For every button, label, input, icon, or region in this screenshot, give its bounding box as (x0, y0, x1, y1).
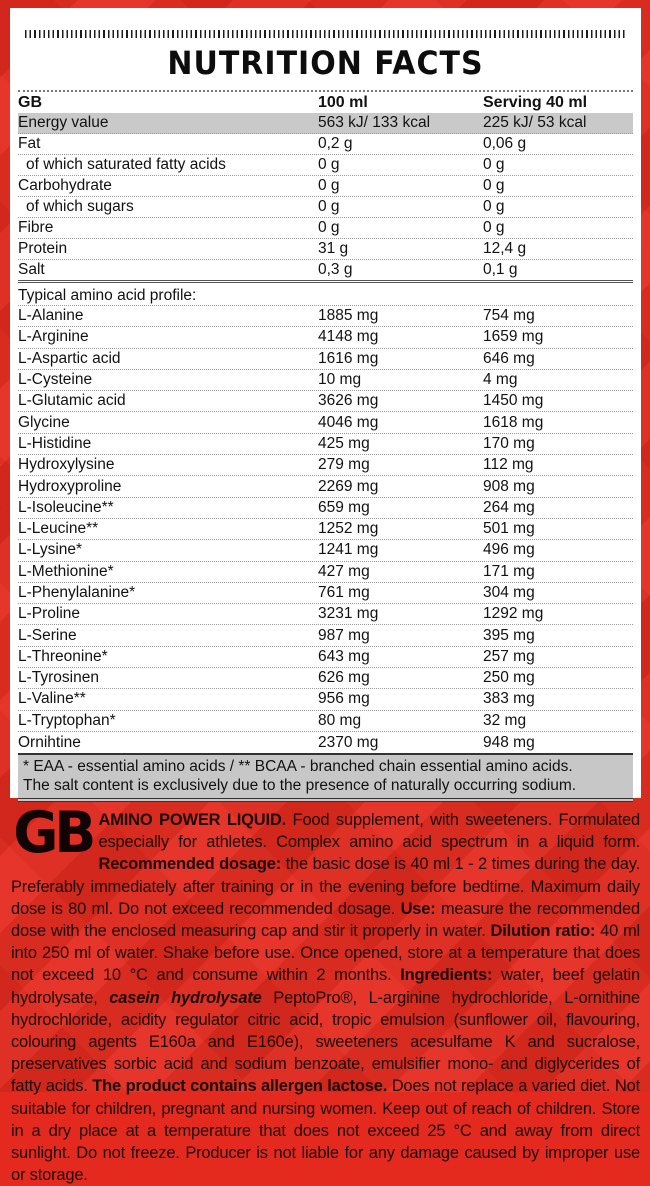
row-label: L-Methionine* (18, 562, 114, 580)
info-emphasis-text: Recommended dosage: (98, 855, 282, 874)
value-serving: 32 mg (483, 711, 527, 729)
table-row (18, 455, 633, 476)
value-serving: 304 mg (483, 584, 535, 601)
value-100ml: 2269 mg (318, 477, 379, 495)
table-row (18, 647, 633, 668)
value-serving: 171 mg (483, 562, 535, 580)
row-label: L-Tyrosinen (18, 669, 99, 687)
row-label: Ornihtine (18, 733, 81, 751)
value-serving: 170 mg (483, 434, 535, 452)
value-100ml: 563 kJ/ 133 kcal (318, 114, 431, 131)
value-serving: 395 mg (483, 626, 535, 644)
row-label: L-Proline (18, 605, 81, 623)
table-row (18, 370, 633, 391)
table-row (18, 306, 633, 327)
row-label: L-Serine (18, 626, 77, 644)
row-label: L-Threonine* (18, 647, 108, 665)
value-100ml: 1241 mg (318, 541, 379, 559)
table-row (18, 176, 633, 197)
gb-region-logo: GB (13, 799, 93, 866)
value-100ml: 1885 mg (318, 307, 379, 325)
row-label: L-Tryptophan* (18, 711, 116, 729)
value-serving: 112 mg (483, 456, 534, 474)
table-row (18, 540, 633, 561)
footnote-line-salt: The salt content is exclusively due to the presence of naturally occurring sodium. (23, 777, 577, 795)
table-row (18, 327, 633, 348)
value-serving: 1292 mg (483, 605, 544, 623)
value-serving: 754 mg (483, 307, 535, 325)
value-100ml: 31 g (318, 240, 349, 257)
table-row (18, 604, 633, 625)
table-row (18, 218, 633, 239)
value-serving: 948 mg (483, 733, 535, 751)
table-row (18, 134, 633, 155)
nutrition-table (18, 90, 633, 802)
value-100ml: 3231 mg (318, 605, 379, 623)
table-row (18, 260, 633, 283)
row-label: of which saturated fatty acids (26, 156, 226, 173)
value-serving: 1659 mg (483, 328, 544, 346)
info-emphasis-text: Ingredients: (400, 966, 493, 985)
table-row (18, 732, 633, 753)
table-row (18, 519, 633, 540)
value-serving: 0 g (483, 198, 505, 215)
info-emphasis-text: Use: (400, 899, 436, 918)
value-100ml: 10 mg (318, 371, 362, 389)
table-row (18, 113, 633, 134)
footnote-line-eaa-bcaa: * EAA - essential amino acids / ** BCAA - branched chain essential amino acids. (23, 758, 573, 776)
table-row (18, 349, 633, 370)
row-label: L-Phenylalanine* (18, 584, 136, 601)
row-label: L-Lysine* (18, 541, 83, 559)
table-row (18, 155, 633, 176)
row-label: Fibre (18, 219, 54, 236)
value-100ml: 643 mg (318, 647, 370, 665)
dashed-divider (25, 30, 626, 38)
value-100ml: 626 mg (318, 669, 370, 687)
value-serving: 257 mg (483, 647, 535, 665)
info-panel (0, 798, 650, 1185)
info-text-segment: Does not replace a varied diet. Not suitable for children, pregnant and nursing women. Keep out of reach of children. Store in a dry place at a temperature that does not exceed 25 °C and away from direct sunlight. Do not freeze. Producer is not liable for any damage caused by improper use or storage. (11, 1077, 640, 1185)
row-label: L-Isoleucine** (18, 498, 114, 516)
value-serving: 646 mg (483, 349, 535, 367)
table-row (18, 434, 633, 455)
info-text-segment: 40 ml into 250 ml of water. Shake before use. Once opened, store at a temperature that does not exceed 10 °C and consume within 2 months. (11, 922, 640, 985)
info-emphasis-text: AMINO POWER LIQUID. (98, 811, 287, 829)
value-serving: 496 mg (483, 541, 535, 559)
nutrition-facts-title: NUTRITION FACTS (167, 44, 484, 83)
info-text-segment: measure the recommended dose with the enclosed measuring cap and stir it properly in water. (11, 899, 640, 941)
info-text-segment: Food supplement, with sweeteners. Formulated especially for athletes. Complex amino acid spectrum in a liquid form. (98, 811, 640, 852)
value-serving: 0,1 g (483, 261, 518, 278)
value-serving: 0 g (483, 177, 505, 194)
value-serving: 0 g (483, 156, 505, 173)
value-100ml: 427 mg (318, 562, 370, 580)
value-100ml: 0,3 g (318, 261, 353, 278)
table-header-row (18, 90, 633, 113)
info-emphasis-text: casein hydrolysate (109, 988, 262, 1007)
value-100ml: 425 mg (318, 434, 370, 452)
value-100ml: 1252 mg (318, 520, 379, 538)
value-100ml: 4046 mg (318, 413, 379, 431)
row-label: L-Glutamic acid (18, 392, 126, 410)
table-row (18, 625, 633, 646)
table-row (18, 197, 633, 218)
info-text-segment: water, beef gelatin hydrolysate, (11, 966, 641, 1007)
value-100ml: 0 g (318, 219, 340, 236)
row-label: Glycine (18, 413, 70, 431)
table-row (18, 498, 633, 519)
value-100ml: 1616 mg (318, 349, 379, 367)
amino-rows-group (18, 306, 633, 753)
table-row (18, 239, 633, 260)
table-row (18, 668, 633, 689)
value-100ml: 80 mg (318, 711, 362, 729)
row-label: L-Leucine** (18, 520, 99, 538)
row-label: Hydroxylysine (18, 456, 115, 474)
row-label: L-Arginine (18, 328, 89, 346)
column-header-100ml: 100 ml (318, 93, 368, 111)
table-row (18, 391, 633, 412)
info-text-segment: the basic dose is 40 ml 1 - 2 times during the day. Preferably immediately after training or in the evening before bedtime. Maximum daily dose is 80 ml. Do not exceed recommended dosage. (11, 855, 640, 918)
value-serving: 0 g (483, 219, 505, 236)
row-label: of which sugars (26, 198, 134, 215)
value-serving: 0,06 g (483, 135, 527, 152)
value-100ml: 659 mg (318, 498, 370, 516)
value-serving: 264 mg (483, 498, 535, 516)
row-label: L-Valine** (18, 690, 86, 708)
value-100ml: 279 mg (318, 456, 370, 474)
nutrition-panel (10, 8, 641, 798)
value-serving: 225 kJ/ 53 kcal (483, 114, 587, 131)
table-row (18, 476, 633, 497)
value-serving: 4 mg (483, 371, 518, 389)
value-serving: 1450 mg (483, 392, 544, 410)
value-serving: 1618 mg (483, 413, 544, 431)
row-label: L-Histidine (18, 434, 92, 452)
value-100ml: 761 mg (318, 584, 370, 601)
value-100ml: 0 g (318, 156, 340, 173)
table-row (18, 689, 633, 710)
table-row (18, 412, 633, 433)
table-row (18, 562, 633, 583)
value-serving: 908 mg (483, 477, 535, 495)
value-100ml: 0 g (318, 198, 340, 215)
table-row (18, 711, 633, 732)
value-100ml: 987 mg (318, 626, 370, 644)
amino-profile-heading: Typical amino acid profile: (18, 283, 633, 306)
row-label: Hydroxyproline (18, 477, 122, 495)
info-text-segment: PeptoPro®, L-arginine hydrochloride, L-ornithine hydrochloride, acidity regulator citric acid, tropic emulsion (sunflower oil, flavouring, colouring agents E160a and E160e), sweeteners acesulfame K and sucralose, preservatives sorbic acid and sodium benzoate, emulsifier mono- and diglycerides of fatty acids. (11, 988, 640, 1096)
table-row (18, 583, 633, 604)
value-serving: 383 mg (483, 690, 535, 708)
value-100ml: 3626 mg (318, 392, 379, 410)
info-emphasis-text: Dilution ratio: (490, 922, 596, 941)
row-label: Salt (18, 261, 45, 278)
row-label: L-Cysteine (18, 371, 93, 389)
row-label: L-Alanine (18, 307, 84, 325)
value-100ml: 956 mg (318, 690, 370, 708)
row-label: Protein (18, 240, 68, 257)
row-label: Carbohydrate (18, 177, 112, 194)
column-header-serving: Serving 40 ml (483, 93, 588, 111)
value-serving: 250 mg (483, 669, 535, 687)
nutrient-rows-group (18, 113, 633, 283)
row-label: Energy value (18, 114, 109, 131)
value-serving: 501 mg (483, 520, 535, 538)
footnote-block (18, 753, 633, 802)
value-100ml: 0 g (318, 177, 340, 194)
column-header-region: GB (18, 93, 42, 111)
value-100ml: 4148 mg (318, 328, 379, 346)
value-serving: 12,4 g (483, 240, 527, 257)
product-info-text (11, 799, 641, 1186)
value-100ml: 0,2 g (318, 135, 353, 152)
row-label: Fat (18, 135, 41, 152)
value-100ml: 2370 mg (318, 733, 379, 751)
info-emphasis-text: The product contains allergen lactose. (92, 1077, 388, 1096)
row-label: L-Aspartic acid (18, 349, 121, 367)
